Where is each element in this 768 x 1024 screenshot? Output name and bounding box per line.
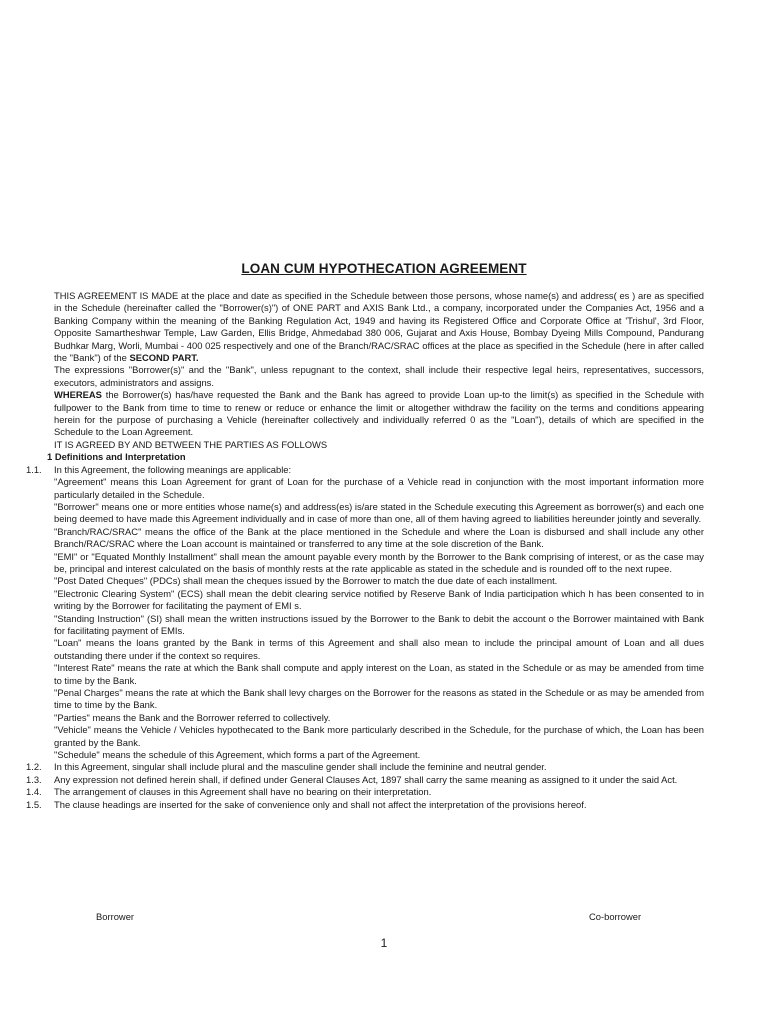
definition-item: "Loan" means the loans granted by the Bank in terms of this Agreement and shall also mean to include the principal amount of Loan and all dues outstanding there under if the context so requires. (54, 637, 704, 661)
clause-text: The clause headings are inserted for the sake of convenience only and shall not affect the interpretation of the provisions hereof. (54, 798, 587, 810)
clause-number: 1.4. (26, 786, 42, 798)
section-heading: 1 Definitions and Interpretation (47, 451, 186, 463)
clause-1-4 (26, 786, 704, 798)
co-borrower-signature-label: Co-borrower (589, 911, 642, 922)
clause-text: In this Agreement, the following meanings are applicable: (54, 463, 292, 475)
definition-item: "Standing Instruction" (SI) shall mean the written instructions issued by the Borrower to the Bank to debit the account o the Borrower maintained with Bank for facilitating payment of EMIs. (54, 612, 704, 636)
definition-item: "Interest Rate" means the rate at which the Bank shall compute and apply interest on the Loan, as stated in the Schedule or as may be amended from time to time by the Bank. (54, 662, 704, 686)
clause-1-1 (26, 463, 704, 476)
clause-number: 1.1. (26, 463, 42, 475)
agreement-body (26, 290, 704, 811)
clause-text: The arrangement of clauses in this Agreement shall have no bearing on their interpretation. (54, 786, 432, 798)
definition-item: "Post Dated Cheques" (PDCs) shall mean the cheques issued by the Borrower to match the due date of each installment. (54, 575, 558, 587)
whereas-paragraph (54, 389, 704, 439)
borrower-signature-label: Borrower (96, 911, 135, 922)
intro-paragraph (54, 290, 704, 364)
definition-item: "Penal Charges" means the rate at which the Bank shall levy charges on the Borrower for the reasons as stated in the Schedule or as may be amended from time to time by the Bank. (54, 687, 704, 711)
clause-1-2 (26, 761, 704, 773)
definition-item: "Schedule" means the schedule of this Agreement, which forms a part of the Agreement. (54, 749, 421, 761)
definition-item: "Vehicle" means the Vehicle / Vehicles hypothecated to the Bank more particularly described in the Schedule, for the purchase of which, the Loan has been granted by the Bank. (54, 724, 704, 748)
definition-item: "Branch/RAC/SRAC" means the office of the Bank at the place mentioned in the Schedule and where the Loan is disbursed and shall include any other Branch/RAC/SRAC where the Loan account is maintained or transferred to any time at the sole discretion of the Bank. (54, 525, 704, 550)
intro-text: THIS AGREEMENT IS MADE at the place and date as specified in the Schedule between those persons, whose name(s) and address( es ) are as specified in the Schedule (hereinafter called the "Borrower(s)") of ONE PART and AXIS Bank Ltd., a company, incorporated under the Companies Act, 1956 and a Banking Company within the meaning of the Banking Regulation Act, 1949 and having its Registered Office and Corporate Office at 'Trishul', 3rd Floor, Opposite Samartheshwar Temple, Law Garden, Ellis Bridge, Ahmedabad 380 006, Gujarat and Axis House, Bombay Dyeing Mills Compound, Pandurang Budhkar Marg, Worli, Mumbai - 400 025 respectively and one of the Branch/RAC/SRAC offices at the place as specified in the Schedule (here in after called the "Bank") of the (54, 290, 704, 364)
clause-number: 1.2. (26, 761, 42, 773)
definition-item: "Parties" means the Bank and the Borrower referred to collectively. (54, 711, 331, 723)
clause-number: 1.3. (26, 773, 42, 785)
page-number: 1 (380, 936, 388, 950)
clause-number: 1.5. (26, 798, 42, 810)
clause-text: Any expression not defined herein shall, if defined under General Clauses Act, 1897 shall carry the same meaning as assigned to it under the said Act. (54, 773, 678, 785)
definition-item: "Agreement" means this Loan Agreement for grant of Loan for the purchase of a Vehicle read in conjunction with the most important information more particularly detailed in the Schedule. (54, 476, 704, 500)
expressions-paragraph: The expressions "Borrower(s)" and the "Bank", unless repugnant to the context, shall include their respective legal heirs, representatives, successors, executors, administrators and assigns. (54, 364, 704, 388)
definition-item: "Electronic Clearing System" (ECS) shall mean the debit clearing service notified by Reserve Bank of India participation which h has been consented to in writing by the Borrower for facilitating the payment of EMI s. (54, 587, 704, 612)
agreed-line: IT IS AGREED BY AND BETWEEN THE PARTIES AS FOLLOWS (54, 438, 328, 450)
document-title: LOAN CUM HYPOTHECATION AGREEMENT (241, 261, 527, 276)
whereas-text: the Borrower(s) has/have requested the Bank and the Bank has agreed to provide Loan up-to the limit(s) as specified in the Schedule with fullpower to the Bank from time to time to renew or reduce or enhance the limit or altogether withdraw the facility on the terms and conditions appearing herein for the purpose of purchasing a Vehicle (hereinafter collectively and individually referred 0 as the "Loan"), details of which are specified in the Schedule to the Loan Agreement. (54, 389, 704, 438)
second-part-label: SECOND PART. (129, 352, 199, 364)
whereas-label: WHEREAS (54, 389, 102, 401)
definition-item: "Borrower" means one or more entities whose name(s) and address(es) is/are stated in the Schedule executing this Agreement as borrower(s) and each one being deemed to have made this Agreement individually and in case of more than one, all of them having agreed to liabilities hereunder jointly and severally. (54, 500, 704, 525)
clause-1-3 (26, 773, 704, 786)
definition-item: "EMI" or "Equated Monthly Installment" shall mean the amount payable every month by the Borrower to the Bank comprising of interest, or as the case may be, principal and interest calculated on the basis of monthly rests at the rate applicable as stated in the schedule and is rounded off to the next rupee. (54, 550, 704, 574)
clause-1-5 (26, 798, 704, 811)
clause-text: In this Agreement, singular shall include plural and the masculine gender shall include the feminine and neutral gender. (54, 761, 547, 773)
